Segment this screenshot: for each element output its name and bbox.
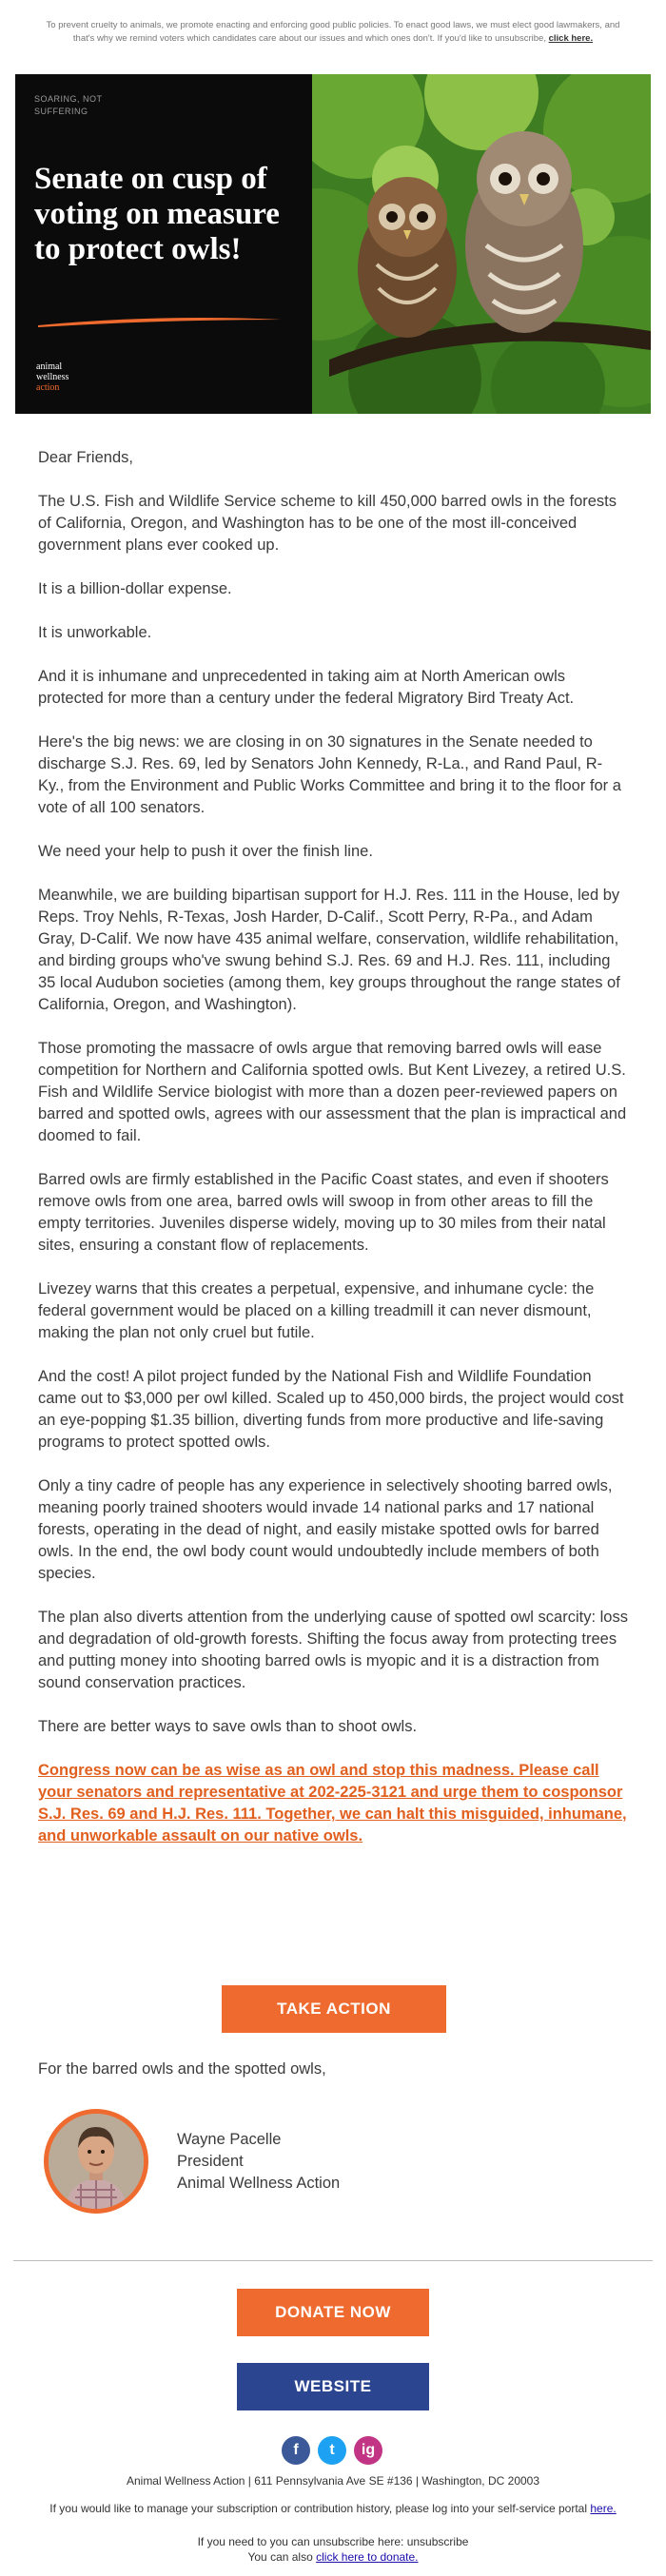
call-to-action-link[interactable]: Congress now can be as wise as an owl and stop this madness. Please call your senators and representative at 202-225-3121 and urge them to cosponsor S.J. Res. 69 and H.J. Res. 111. Together, we can halt this misguided, inhumane, and unworkable assault on our native owls. — [38, 1762, 627, 1844]
logo-line-3: action — [36, 382, 60, 393]
take-action-button[interactable]: TAKE ACTION — [222, 1985, 446, 2033]
hero-tagline: SOARING, NOT SUFFERING — [34, 94, 103, 116]
social-links — [282, 2436, 386, 2465]
paragraph: The U.S. Fish and Wildlife Service scheme to kill 450,000 barred owls in the forests of California, Oregon, and Washington has to be one of the most ill-conceived government plans ever cooked up. — [38, 493, 617, 554]
paragraph: And it is inhumane and unprecedented in taking aim at North American owls protected for more than a century under the federal Migratory Bird Treaty Act. — [38, 668, 575, 707]
twitter-icon[interactable]: t — [318, 2436, 346, 2465]
website-button[interactable]: WEBSITE — [237, 2363, 429, 2410]
logo-line-1: animal — [36, 361, 63, 372]
hero-headline: Senate on cusp of voting on measure to protect owls! — [34, 162, 280, 266]
paragraph: Meanwhile, we are building bipartisan support for H.J. Res. 111 in the House, led by Reps. Troy Nehls, R-Texas, Josh Harder, D-Calif., Scott Perry, R-Pa., and Adam Gray, D-Calif. We now have 435 animal welfare, conservation, wildlife rehabilitation, and birding groups who've swung behind S.J. Res. 69 and H.J. Res. 111, including 35 local Audubon societies (among them, key groups throughout the range states of California, Oregon, and Washington). — [38, 887, 620, 1013]
paragraph: And the cost! A pilot project funded by the National Fish and Wildlife Foundation came out to $3,000 per owl killed. Scaled up to 450,000 birds, the project would cost an eye-popping $1.35 billion, diverting funds from more productive and life-saving programs to protect spotted owls. — [38, 1368, 624, 1451]
donate-now-button[interactable]: DONATE NOW — [237, 2289, 429, 2336]
instagram-icon[interactable]: ig — [354, 2436, 382, 2465]
footer-donate — [19, 2549, 647, 2565]
preheader — [38, 19, 628, 46]
paragraph: The plan also diverts attention from the underlying cause of spotted owl scarcity: loss and degradation of old-growth forests. Shifting the focus away from protecting trees and putting money into shooting barred owls is myopic and it is a distraction from sound conservation practices. — [38, 1609, 628, 1691]
paragraph: Only a tiny cadre of people has any experience in selectively shooting barred owls, meaning poorly trained shooters would invade 14 national parks and 17 national forests, operating in the dead of night, and easily mistake spotted owls for barred owls. In the end, the owl body count would undoubtedly include members of both species. — [38, 1477, 613, 1582]
signer-name: Wayne Pacelle — [177, 2131, 282, 2148]
signer-title: President — [177, 2153, 244, 2170]
hero-text-panel — [15, 74, 312, 414]
owls-photo — [301, 74, 651, 414]
paragraph: We need your help to push it over the finish line. — [38, 843, 373, 860]
footer-unsubscribe[interactable]: If you need to you can unsubscribe here: unsubscribe — [197, 2535, 469, 2548]
paragraph: It is a billion-dollar expense. — [38, 580, 232, 597]
orange-swoosh-divider — [36, 312, 284, 331]
paragraph: It is unworkable. — [38, 624, 152, 641]
signature-block — [177, 2129, 340, 2195]
closing-line: For the barred owls and the spotted owls, — [38, 2060, 326, 2078]
logo-line-2: wellness — [36, 372, 69, 382]
signer-org: Animal Wellness Action — [177, 2175, 341, 2192]
footer-manage — [19, 2501, 647, 2516]
facebook-icon[interactable]: f — [282, 2436, 310, 2465]
manage-text: If you would like to manage your subscription or contribution history, please log into your self-service portal — [49, 2502, 588, 2515]
owls-illustration — [301, 74, 651, 414]
footer-address: Animal Wellness Action | 611 Pennsylvania Ave SE #136 | Washington, DC 20003 — [126, 2474, 540, 2488]
paragraph: Here's the big news: we are closing in on 30 signatures in the Senate needed to discharge S.J. Res. 69, led by Senators John Kennedy, R-La., and Rand Paul, R-Ky., from the Environment and Public Works Committee and bring it to the floor for a vote of all 100 senators. — [38, 733, 621, 816]
paragraph: There are better ways to save owls than to shoot owls. — [38, 1718, 418, 1735]
greeting: Dear Friends, — [38, 449, 133, 466]
paragraph: Barred owls are firmly established in the Pacific Coast states, and even if shooters remove owls from one area, barred owls will swoop in from other areas to fill the empty territories. Juveniles disperse widely, moving up to 30 miles from their natal sites, ensuring a constant flow of replacements. — [38, 1171, 609, 1254]
donate-link[interactable]: click here to donate. — [316, 2550, 419, 2564]
avatar — [44, 2109, 148, 2214]
divider — [13, 2260, 653, 2261]
preheader-text: To prevent cruelty to animals, we promote enacting and enforcing good public policies. To enact good laws, we must elect good lawmakers, and that's why we remind voters which candidates care about our issues and which ones don't. If you'd like to unsubscribe, — [46, 20, 620, 44]
letter-body — [38, 447, 628, 1847]
paragraph: Those promoting the massacre of owls argue that removing barred owls will ease competition for Northern and California spotted owls. But Kent Livezey, a retired U.S. Fish and Wildlife Service biologist with more than a dozen peer-reviewed papers on barred and spotted owls, agrees with our assessment that the plan is impractical and doomed to fail. — [38, 1040, 627, 1144]
hero-banner — [15, 74, 651, 414]
portrait-illustration — [49, 2114, 144, 2209]
manage-subscription-link[interactable]: here. — [590, 2502, 617, 2515]
unsubscribe-link[interactable]: click here. — [548, 33, 594, 44]
donate-text: You can also — [247, 2550, 313, 2564]
paragraph: Livezey warns that this creates a perpetual, expensive, and inhumane cycle: the federal government would be placed on a killing treadmill it can never dismount, making the plan not only cruel but futile. — [38, 1280, 595, 1341]
hero-logo — [36, 361, 69, 393]
